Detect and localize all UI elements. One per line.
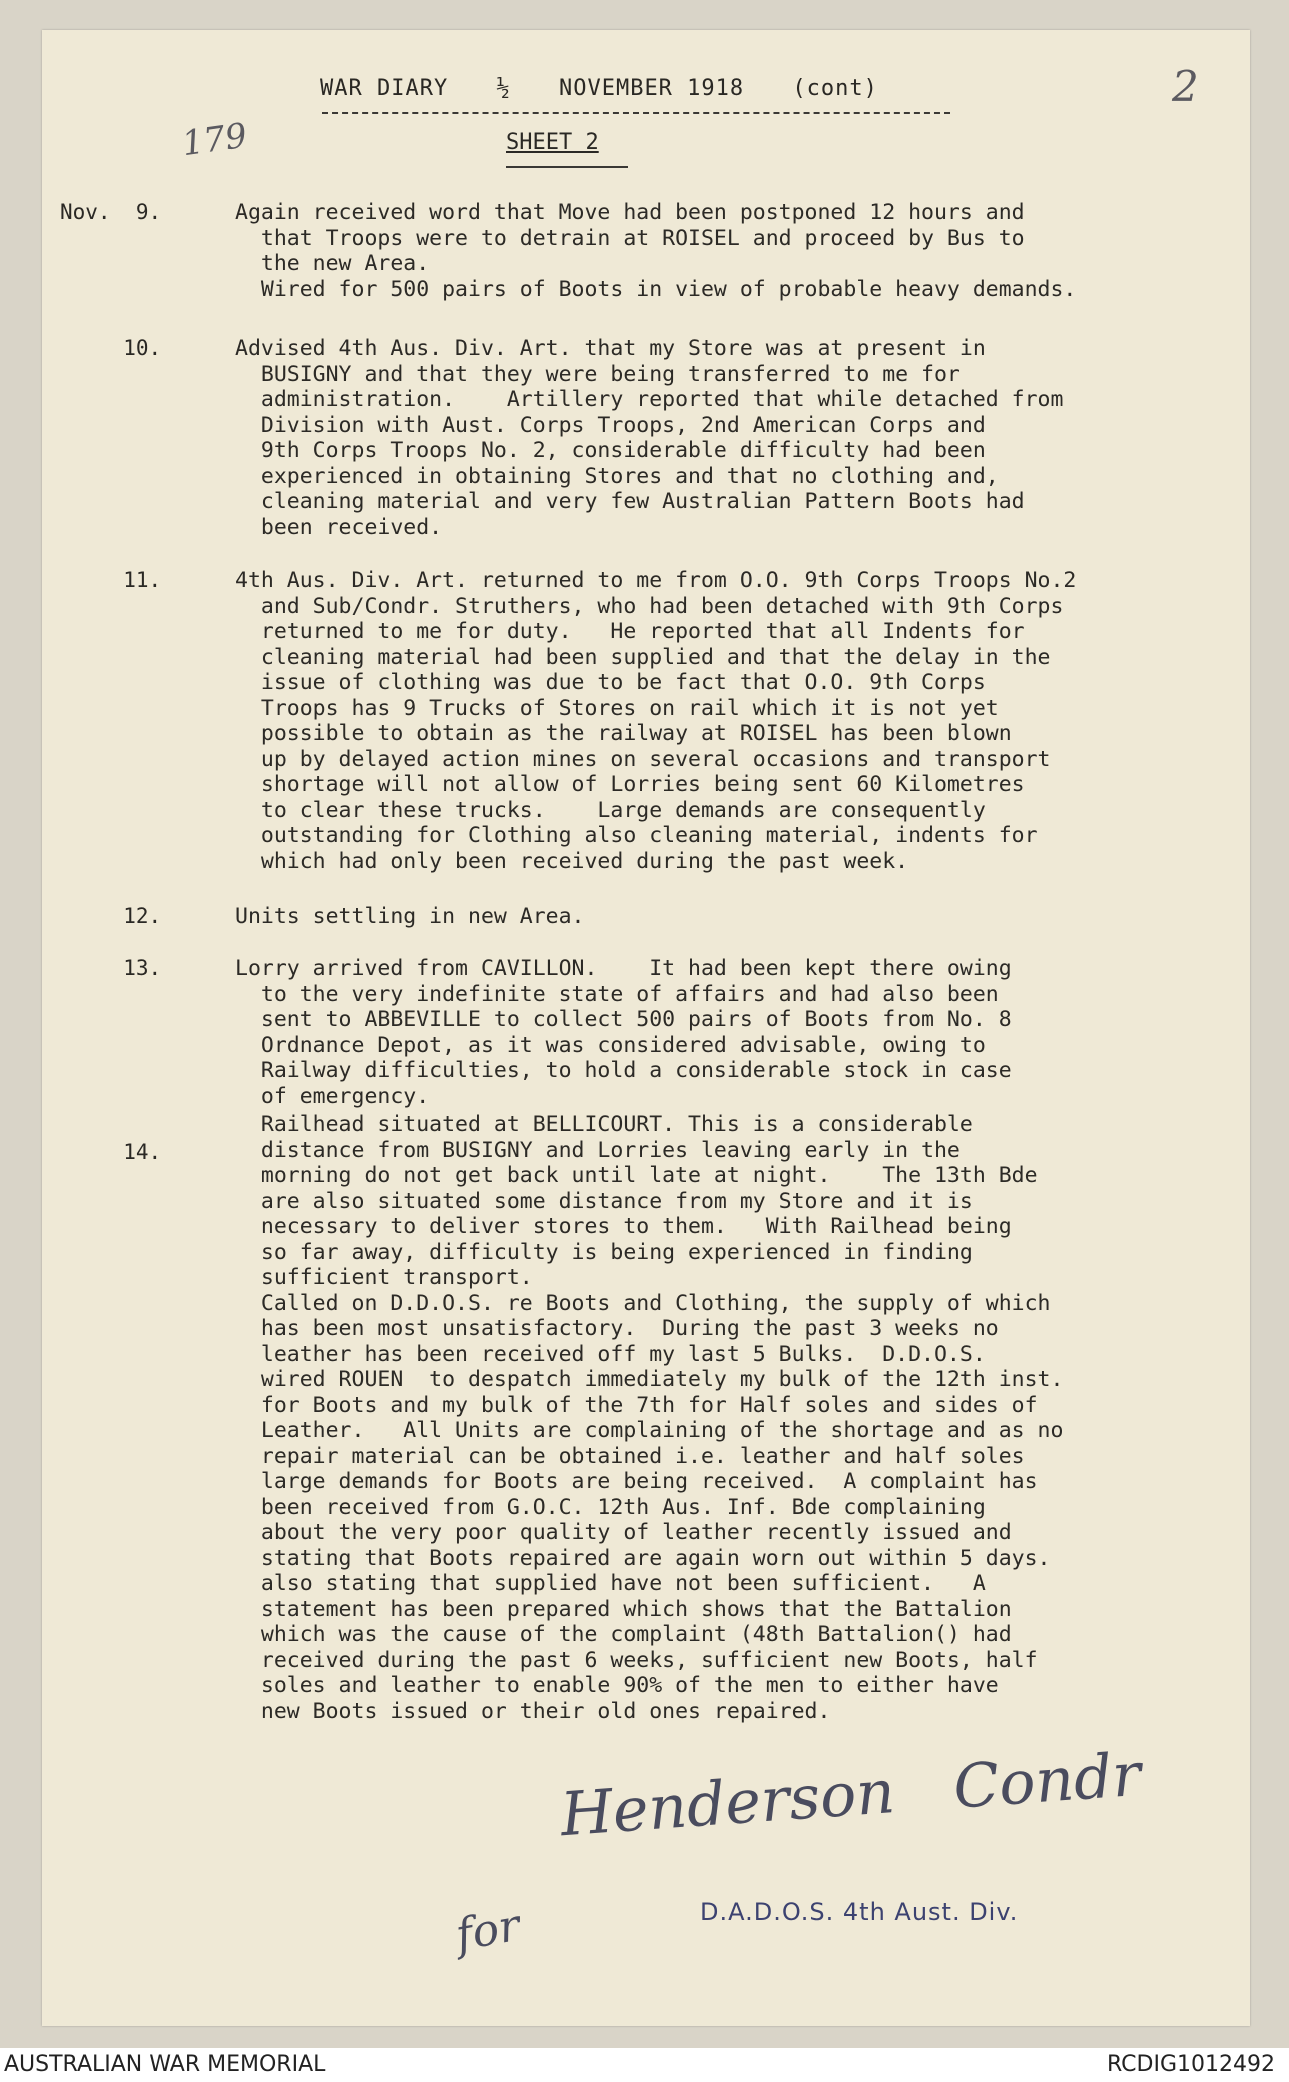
page-number-pencil: 2	[1172, 62, 1199, 111]
entry-text: Advised 4th Aus. Div. Art. that my Store was at present in BUSIGNY and that they were being transferred to me for administration. Artillery reported that while detached from Division with Aust. Corps Troops, 2nd American Corps and 9th Corps Troops No. 2, considerable difficulty had been experienced in obtaining Stores and that no clothing and, cleaning material and very few Australian Pattern Boots had been received.	[235, 336, 1064, 540]
header-dashed-rule	[322, 112, 950, 114]
diary-entry-14	[60, 1112, 1240, 1724]
month-label: NOVEMBER 1918	[558, 76, 745, 101]
diary-entry-11	[60, 568, 1240, 874]
entry-date: 13.	[60, 956, 162, 980]
entry-text: Railhead situated at BELLICOURT. This is a considerable distance from BUSIGNY and Lorries leaving early in the morning do not get back until late at night. The 13th Bde are also situated some distance from my Store and it is necessary to deliver stores to them. With Railhead being so far away, difficulty is being experienced in finding sufficient transport. Called on D.D.O.S. re Boots and Clothing, the supply of which has been most unsatisfactory. During the past 3 weeks no leather has been received off my last 5 Bulks. D.D.O.S. wired ROUEN to despatch immediately my bulk of the 12th inst. for Boots and my bulk of the 7th for Half soles and sides of Leather. All Units are complaining of the shortage and as no repair material can be obtained i.e. leather and half soles large demands for Boots are being received. A complaint has been received from G.O.C. 12th Aus. Inf. Bde complaining about the very poor quality of leather recently issued and stating that Boots repaired are again worn out within 5 days. also stating that supplied have not been sufficient. A statement has been prepared which shows that the Battalion which was the cause of the complaint (48th Battalion() had received during the past 6 weeks, sufficient new Boots, half soles and leather to enable 90% of the men to either have new Boots issued or their old ones repaired.	[260, 1112, 1064, 1724]
sheet-double-rule	[506, 166, 628, 168]
war-diary-title: WAR DIARY	[320, 76, 449, 101]
diary-entry-13	[60, 956, 1240, 1109]
diary-entry-12	[60, 904, 1240, 930]
dados-stamp: D.A.D.O.S. 4th Aust. Div.	[700, 1898, 1019, 1926]
entry-text: 4th Aus. Div. Art. returned to me from O.O. 9th Corps Troops No.2 and Sub/Condr. Struthers, who had been detached with 9th Corps returned to me for duty. He reported that all Indents for cleaning material had been supplied and that the delay in the issue of clothing was due to be fact that O.O. 9th Corps Troops has 9 Trucks of Stores on rail which it is not yet possible to obtain as the railway at ROISEL has been blown up by delayed action mines on several occasions and transport shortage will not allow of Lorries being sent 60 Kilometres to clear these trucks. Large demands are consequently outstanding for Clothing also cleaning material, indents for which had only been received during the past week.	[235, 568, 1077, 874]
archive-caption: AUSTRALIAN WAR MEMORIAL	[4, 2052, 326, 2077]
signature-for: for	[452, 1899, 524, 1962]
record-id: RCDIG1012492	[1106, 2052, 1275, 2077]
entry-date: 10.	[60, 336, 162, 360]
diary-header	[320, 76, 912, 101]
folio-number-pencil: 179	[179, 115, 250, 165]
signature-rank: Condr	[951, 1739, 1144, 1823]
half-mark: ½	[496, 76, 511, 101]
entry-date: 12.	[60, 904, 162, 928]
entry-text: Units settling in new Area.	[235, 904, 585, 929]
signature-name: Henderson	[558, 1757, 897, 1851]
diary-entry-10	[60, 336, 1240, 540]
entry-date: 14.	[60, 1140, 162, 1164]
entry-text: Lorry arrived from CAVILLON. It had been kept there owing to the very indefinite state of affairs and had also been sent to ABBEVILLE to collect 500 pairs of Boots from No. 8 Ordnance Depot, as it was considered advisable, owing to Railway difficulties, to hold a considerable stock in case of emergency.	[235, 956, 1012, 1109]
entry-date: 11.	[60, 568, 162, 592]
entry-date: Nov. 9.	[60, 200, 162, 224]
diary-entry-nov-9	[60, 200, 1240, 302]
entry-text: Again received word that Move had been postponed 12 hours and that Troops were to detrain at ROISEL and proceed by Bus to the new Area. Wired for 500 pairs of Boots in view of probable heavy demands.	[235, 200, 1077, 302]
sheet-label: SHEET 2	[506, 130, 599, 155]
cont-label: (cont)	[792, 76, 878, 101]
